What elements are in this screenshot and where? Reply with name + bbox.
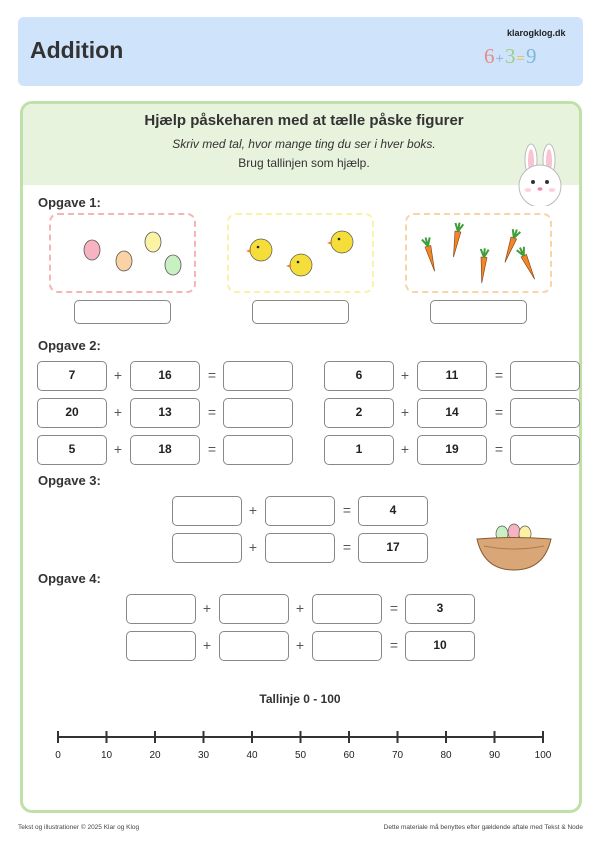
task2-addend-box: 16 (130, 361, 200, 391)
chick-answer-field[interactable] (252, 300, 349, 324)
task2-answer-field[interactable] (223, 398, 293, 428)
numberline-tick-label: 80 (440, 750, 452, 761)
task2-addend-box: 2 (324, 398, 394, 428)
numberline-tick-label: 0 (55, 750, 61, 761)
task2-label: Opgave 2: (38, 338, 101, 353)
plus-sign: + (202, 600, 212, 616)
plus-sign: + (400, 441, 410, 457)
numberline-tick-label: 60 (343, 750, 355, 761)
plus-sign: + (400, 367, 410, 383)
task4-label: Opgave 4: (38, 571, 101, 586)
task4-answer-field[interactable] (126, 594, 196, 624)
plus-sign: + (113, 367, 123, 383)
egg-count-box (49, 213, 196, 293)
task3-label: Opgave 3: (38, 473, 101, 488)
egg-icons (51, 215, 194, 291)
task3-answer-field[interactable] (172, 496, 242, 526)
numberline-tick-label: 50 (294, 750, 307, 761)
footer-license: Dette materiale må benyttes efter gældende aftale med Tekst & Node (383, 824, 583, 831)
numberline-tick-label: 10 (100, 750, 113, 761)
carrot-count-box (405, 213, 552, 293)
numberline-tick-label: 20 (149, 750, 161, 761)
plus-sign: + (202, 637, 212, 653)
plus-sign: + (295, 600, 305, 616)
egg-answer-field[interactable] (74, 300, 171, 324)
plus-sign: + (248, 502, 258, 518)
task2-answer-field[interactable] (510, 361, 580, 391)
equals-sign: = (342, 539, 352, 555)
equals-sign: = (389, 637, 399, 653)
task4-answer-field[interactable] (126, 631, 196, 661)
task2-answer-field[interactable] (223, 361, 293, 391)
task1-label: Opgave 1: (38, 195, 101, 210)
equals-sign: = (494, 404, 504, 420)
plus-sign: + (295, 637, 305, 653)
numberline-tick-label: 30 (197, 750, 210, 761)
numberline-tick-label: 40 (246, 750, 258, 761)
task3-answer-field[interactable] (265, 533, 335, 563)
equals-sign: = (207, 367, 217, 383)
numberline-tick-label: 70 (391, 750, 404, 761)
task2-addend-box: 6 (324, 361, 394, 391)
page-title: Addition (30, 37, 124, 63)
equals-sign: = (389, 600, 399, 616)
chick-icons (229, 215, 372, 291)
task2-answer-field[interactable] (223, 435, 293, 465)
intro-hint: Brug tallinjen som hjælp. (238, 156, 370, 170)
numberline-tick-label: 100 (534, 750, 552, 761)
task4-answer-field[interactable] (312, 631, 382, 661)
task2-addend-box: 18 (130, 435, 200, 465)
plus-sign: + (248, 539, 258, 555)
chick-count-box (227, 213, 374, 293)
logo: 6+3=9 (484, 44, 538, 68)
task3-sum-box: 4 (358, 496, 428, 526)
equals-sign: = (207, 441, 217, 457)
task4-answer-field[interactable] (219, 594, 289, 624)
task2-addend-box: 13 (130, 398, 200, 428)
task2-addend-box: 14 (417, 398, 487, 428)
plus-sign: + (113, 441, 123, 457)
task2-addend-box: 7 (37, 361, 107, 391)
equals-sign: = (494, 367, 504, 383)
intro-instruction: Skriv med tal, hvor mange ting du ser i hver boks. (172, 137, 436, 151)
task3-answer-field[interactable] (265, 496, 335, 526)
task4-sum-box: 3 (405, 594, 475, 624)
equals-sign: = (494, 441, 504, 457)
task2-answer-field[interactable] (510, 398, 580, 428)
equals-sign: = (207, 404, 217, 420)
numberline-tick-label: 90 (488, 750, 501, 761)
numberline-title: Tallinje 0 - 100 (259, 692, 341, 706)
carrot-answer-field[interactable] (430, 300, 527, 324)
task4-answer-field[interactable] (312, 594, 382, 624)
task3-sum-box: 17 (358, 533, 428, 563)
egg-nest-icon (474, 518, 554, 572)
plus-sign: + (113, 404, 123, 420)
site-name: klarogklog.dk (507, 28, 566, 38)
bunny-icon (514, 142, 568, 206)
task3-answer-field[interactable] (172, 533, 242, 563)
footer-copyright: Tekst og illustrationer © 2025 Klar og Klog (18, 824, 140, 831)
task4-answer-field[interactable] (219, 631, 289, 661)
task2-addend-box: 20 (37, 398, 107, 428)
carrot-icons (407, 215, 550, 291)
task4-sum-box: 10 (405, 631, 475, 661)
task2-addend-box: 1 (324, 435, 394, 465)
task2-addend-box: 11 (417, 361, 487, 391)
task2-answer-field[interactable] (510, 435, 580, 465)
task2-addend-box: 5 (37, 435, 107, 465)
intro-heading: Hjælp påskeharen med at tælle påske figurer (144, 112, 464, 129)
equals-sign: = (342, 502, 352, 518)
plus-sign: + (400, 404, 410, 420)
task2-addend-box: 19 (417, 435, 487, 465)
